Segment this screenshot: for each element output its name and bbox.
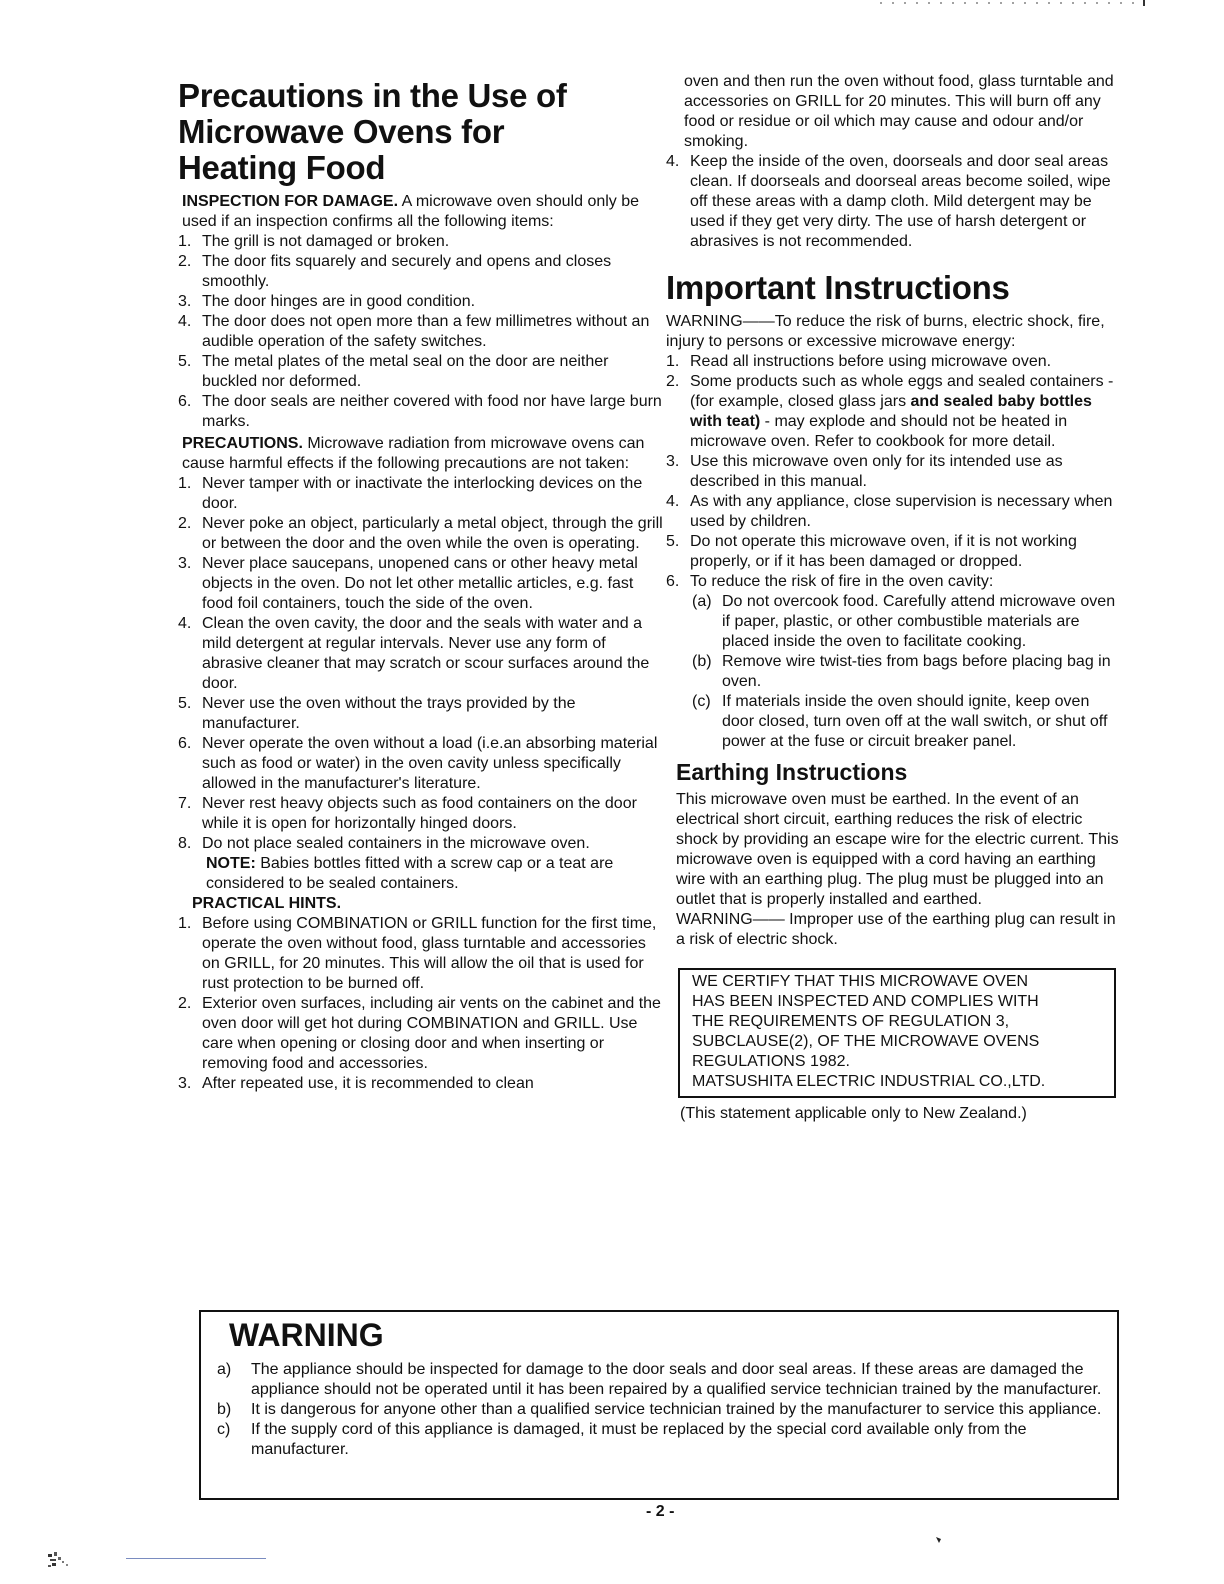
important-instructions-title: Important Instructions [666, 269, 1010, 306]
list-item: 1. Read all instructions before using microwave oven. [666, 353, 1052, 370]
certification-line: HAS BEEN INSPECTED AND COMPLIES WITH [692, 993, 1039, 1010]
list-item: 4. As with any appliance, close supervision is necessary when used by children. [666, 493, 1113, 530]
list-item: 4. Clean the oven cavity, the door and the seals with water and a mild detergent at regular intervals. Never use any form of abrasive cleaner that may scratch or scour surfaces around the door. [178, 615, 650, 692]
warning-title: WARNING [229, 1317, 384, 1353]
list-item: 2. The door fits squarely and securely and opens and closes smoothly. [178, 253, 612, 290]
new-zealand-note: (This statement applicable only to New Zealand.) [680, 1105, 1027, 1122]
left-column [178, 78, 668, 1094]
list-item: 6. To reduce the risk of fire in the oven cavity: [666, 573, 994, 590]
list-item: 3. Never place saucepans, unopened cans or other heavy metal objects in the oven. Do not let other metallic articles, e.g. fast food foil containers, touch the side of the oven. [178, 555, 638, 612]
certification-line: SUBCLAUSE(2), OF THE MICROWAVE OVENS [692, 1033, 1040, 1050]
list-item: 3. Use this microwave oven only for its intended use as described in this manual. [666, 453, 1063, 490]
list-item: 2. Never poke an object, particularly a metal object, through the grill or between the door and the oven while the oven is operating. [178, 515, 663, 552]
warning-box [199, 1310, 1119, 1500]
list-item: (b) Remove wire twist-ties from bags before placing bag in oven. [692, 653, 1111, 690]
list-item: 5. Never use the oven without the trays provided by the manufacturer. [178, 695, 576, 732]
scan-artifact-top [880, 0, 1150, 6]
list-item: (c) If materials inside the oven should ignite, keep oven door closed, turn oven off at the wall switch, or shut off power at the fuse or circuit breaker panel. [692, 693, 1108, 750]
practical-hints-list [178, 914, 668, 1094]
practical-hints-heading: PRACTICAL HINTS. [192, 895, 342, 912]
earthing-instructions-title: Earthing Instructions [676, 759, 908, 785]
precautions-intro: PRECAUTIONS. Microwave radiation from microwave ovens can cause harmful effects if the following precautions are not taken: [182, 435, 645, 472]
list-item: 4. The door does not open more than a few millimetres without an audible operation of the safety switches. [178, 313, 650, 350]
list-item: 2. Some products such as whole eggs and sealed containers - (for example, closed glass jars and sealed baby bottles with teat) - may explode and should not be heated in microwave oven. Refer to cookbook for more detail. [666, 373, 1114, 450]
list-item: 6. Never operate the oven without a load (i.e.an absorbing material such as food or water) in the oven cavity unless specifically allowed in the manufacturer's literature. [178, 735, 658, 792]
list-item: 4. Keep the inside of the oven, doorseals and door seal areas clean. If doorseals and doorseal areas become soiled, wipe off these areas with a damp cloth. Mild detergent may be used if they get very dirty. The use of harsh detergent or abrasives is not recommended. [666, 153, 1111, 250]
important-warning-intro: WARNING——To reduce the risk of burns, electric shock, fire, injury to persons or excessive microwave energy: [666, 313, 1105, 350]
certification-line: THE REQUIREMENTS OF REGULATION 3, [692, 1013, 1010, 1030]
list-item: 1. Never tamper with or inactivate the interlocking devices on the door. [178, 475, 643, 512]
list-item: 6. The door seals are neither covered with food nor have large burn marks. [178, 393, 662, 430]
fire-risk-sublist [666, 592, 1124, 752]
scan-artifact-line [126, 1558, 266, 1559]
warning-list [217, 1360, 1107, 1460]
scan-artifact-corner [48, 1550, 78, 1568]
list-item: 5. Do not operate this microwave oven, if it is not working properly, or if it has been damaged or dropped. [666, 533, 1077, 570]
scan-artifact-dot [934, 1535, 944, 1545]
hint-continuation: oven and then run the oven without food, glass turntable and accessories on GRILL for 20 minutes. This will burn off any food or residue or oil which may cause and odour and/or smoking. [684, 73, 1114, 150]
certification-line: REGULATIONS 1982. [692, 1053, 850, 1070]
list-item: 2. Exterior oven surfaces, including air vents on the cabinet and the oven door will get hot during COMBINATION and GRILL. Use care when opening or closing door and when inserting or removing food and accessories. [178, 995, 661, 1072]
list-item: (a) Do not overcook food. Carefully attend microwave oven if paper, plastic, or other combustible materials are placed inside the oven to facilitate cooking. [692, 593, 1116, 650]
practical-hints-list-continued [666, 152, 1124, 252]
list-item: 5. The metal plates of the metal seal on the door are neither buckled nor deformed. [178, 353, 609, 390]
certification-line: MATSUSHITA ELECTRIC INDUSTRIAL CO.,LTD. [692, 1073, 1046, 1090]
list-item: 1. Before using COMBINATION or GRILL function for the first time, operate the oven without food, glass turntable and accessories on GRILL, for 20 minutes. This will allow the oil that is used for rust protection to be burned off. [178, 915, 657, 992]
list-item: 7. Never rest heavy objects such as food containers on the door while it is open for horizontally hinged doors. [178, 795, 637, 832]
list-item: b) It is dangerous for anyone other than a qualified service technician trained by the manufacturer to service this appliance. [217, 1401, 1102, 1418]
certification-box [678, 968, 1116, 1098]
certification-line: WE CERTIFY THAT THIS MICROWAVE OVEN [692, 973, 1029, 990]
sealed-containers-note: NOTE: Babies bottles fitted with a screw cap or a teat are considered to be sealed containers. [206, 855, 614, 892]
inspection-intro: INSPECTION FOR DAMAGE. A microwave oven should only be used if an inspection confirms all the following items: [182, 193, 640, 230]
list-item: 3. The door hinges are in good condition. [178, 293, 476, 310]
page-number: - 2 - [646, 1503, 675, 1520]
precautions-list [178, 474, 668, 854]
right-column [666, 72, 1124, 1124]
list-item: 8. Do not place sealed containers in the microwave oven. [178, 835, 590, 852]
list-item: 3. After repeated use, it is recommended to clean [178, 1075, 534, 1092]
inspection-list [178, 232, 668, 432]
page-title: Precautions in the Use of Microwave Ovens for Heating Food [178, 77, 567, 186]
important-instructions-list [666, 352, 1124, 592]
list-item: a) The appliance should be inspected for damage to the door seals and door seal areas. If these areas are damaged the appliance should not be operated until it has been repaired by a qualified service technician trained by the manufacturer. [217, 1361, 1102, 1398]
earthing-warning: WARNING—— Improper use of the earthing plug can result in a risk of electric shock. [676, 911, 1116, 948]
earthing-text: This microwave oven must be earthed. In the event of an electrical short circuit, earthing reduces the risk of electric shock by providing an escape wire for the electric current. This microwave oven is equipped with a cord having an earthing wire with an earthing plug. The plug must be plugged into an outlet that is properly installed and earthed. [676, 791, 1119, 908]
list-item: 1. The grill is not damaged or broken. [178, 233, 450, 250]
list-item: c) If the supply cord of this appliance is damaged, it must be replaced by the special cord available only from the manufacturer. [217, 1421, 1027, 1458]
